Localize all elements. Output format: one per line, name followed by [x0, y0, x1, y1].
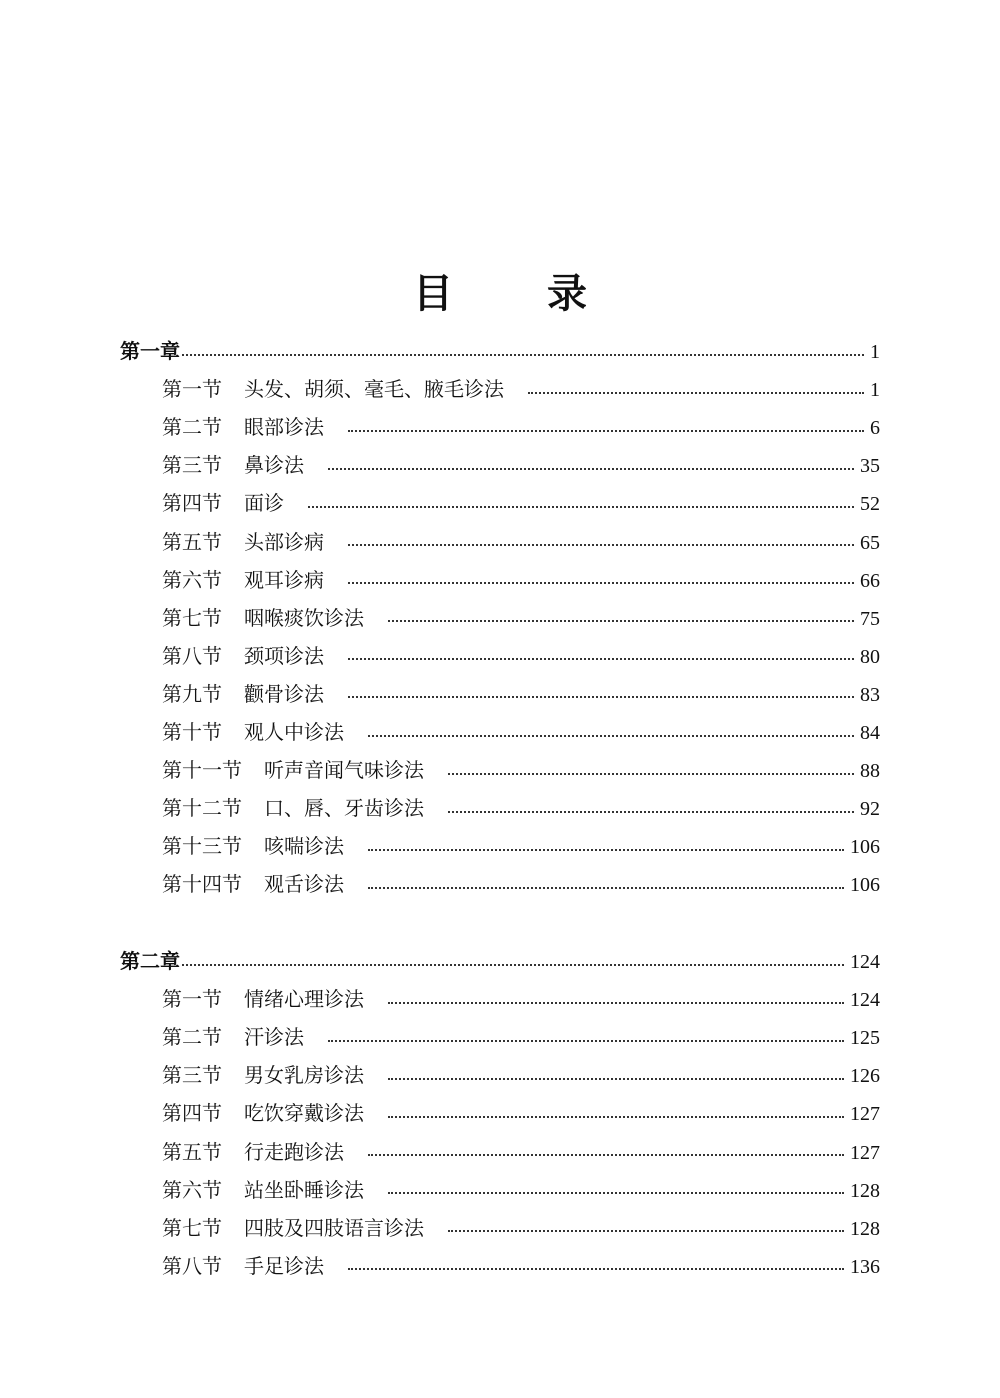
section-title: 男女乳房诊法: [244, 1063, 364, 1088]
section-title: 四肢及四肢语言诊法: [244, 1215, 424, 1240]
dot-leader: [388, 1192, 844, 1194]
dot-leader: [348, 582, 854, 584]
toc-chapter-row: [120, 337, 880, 366]
toc-section-row: [162, 1138, 880, 1167]
section-number: 第六节: [162, 1177, 222, 1202]
section-title: 鼻诊法: [244, 453, 304, 478]
toc-section-row: [162, 1061, 880, 1090]
page-number: 52: [860, 493, 880, 516]
page-number: 126: [850, 1065, 880, 1088]
dot-leader: [368, 735, 854, 737]
section-number: 第二节: [162, 415, 222, 440]
dot-leader: [328, 468, 854, 470]
toc-section-row: [162, 718, 880, 747]
section-title: 面诊: [244, 491, 284, 516]
toc-chapter-row: [120, 947, 880, 976]
section-title: 头部诊病: [244, 529, 324, 554]
page-number: 128: [850, 1217, 880, 1240]
section-title: 行走跑诊法: [244, 1139, 344, 1164]
dot-leader: [348, 1268, 844, 1270]
dot-leader: [348, 658, 854, 660]
page-number: 1: [870, 379, 880, 402]
page-number: 83: [860, 683, 880, 706]
toc-section-row: [162, 528, 880, 557]
page-number: 35: [860, 455, 880, 478]
dot-leader: [328, 1040, 844, 1042]
toc-section-row: [162, 680, 880, 709]
section-title: 口、唇、牙齿诊法: [264, 796, 424, 821]
page-number: 84: [860, 722, 880, 744]
section-title: 眼部诊法: [244, 415, 324, 440]
toc-section-row: [162, 1252, 880, 1281]
section-number: 第十节: [162, 720, 222, 744]
page-number: 106: [850, 836, 880, 859]
section-number: 第七节: [162, 605, 222, 630]
dot-leader: [388, 1078, 844, 1080]
page-title: 目 录: [413, 270, 627, 317]
dot-leader: [368, 1154, 844, 1156]
page-number: 128: [850, 1179, 880, 1202]
page-number: 124: [850, 989, 880, 1012]
dot-leader: [448, 1230, 844, 1232]
section-title: 站坐卧睡诊法: [244, 1177, 364, 1202]
section-number: 第五节: [162, 529, 222, 554]
page-number: 127: [850, 1103, 880, 1126]
toc-section-row: [162, 566, 880, 595]
section-title: 头发、胡须、毫毛、腋毛诊法: [244, 377, 504, 402]
dot-leader: [368, 849, 844, 851]
toc-section-row: [162, 604, 880, 633]
toc-section-row: [162, 1099, 880, 1128]
section-number: 第三节: [162, 1063, 222, 1088]
page-number: 88: [860, 760, 880, 783]
page-number: 106: [850, 874, 880, 897]
page-number: 125: [850, 1027, 880, 1050]
section-number: 第四节: [162, 1101, 222, 1126]
section-number: 第六节: [162, 567, 222, 592]
section-title: 咳喘诊法: [264, 834, 344, 859]
toc-section-row: [162, 451, 880, 480]
dot-leader: [388, 1002, 844, 1004]
dot-leader: [388, 620, 854, 622]
dot-leader: [182, 354, 864, 356]
section-title: 观耳诊病: [244, 567, 324, 592]
toc-section-row: [162, 375, 880, 404]
section-number: 第九节: [162, 681, 222, 706]
section-title: 颈项诊法: [244, 643, 324, 668]
page-number: 124: [850, 951, 880, 973]
dot-leader: [388, 1116, 844, 1118]
section-number: 第一节: [162, 987, 222, 1012]
page-number: 66: [860, 569, 880, 592]
section-title: 吃饮穿戴诊法: [244, 1101, 364, 1126]
toc-section-row: [162, 794, 880, 823]
toc-section-row: [162, 489, 880, 518]
section-title: 颧骨诊法: [244, 681, 324, 706]
section-title: 情绪心理诊法: [244, 987, 364, 1012]
dot-leader: [448, 773, 854, 775]
chapter-label: 第二章: [120, 949, 180, 973]
page-number: 136: [850, 1255, 880, 1278]
section-number: 第七节: [162, 1215, 222, 1240]
section-number: 第四节: [162, 491, 222, 516]
toc-section-row: [162, 1176, 880, 1205]
page-number: 1: [870, 341, 880, 363]
toc-section-row: [162, 756, 880, 785]
section-number: 第十三节: [162, 834, 242, 859]
section-number: 第一节: [162, 377, 222, 402]
section-number: 第十二节: [162, 796, 242, 821]
section-number: 第五节: [162, 1139, 222, 1164]
section-number: 第八节: [162, 1253, 222, 1278]
toc-section-row: [162, 413, 880, 442]
section-number: 第十一节: [162, 758, 242, 783]
section-number: 第八节: [162, 643, 222, 668]
dot-leader: [448, 811, 854, 813]
section-title: 汗诊法: [244, 1025, 304, 1050]
dot-leader: [348, 430, 864, 432]
toc-section-row: [162, 870, 880, 899]
toc-section-row: [162, 832, 880, 861]
section-title: 手足诊法: [244, 1253, 324, 1278]
section-title: 咽喉痰饮诊法: [244, 605, 364, 630]
page-number: 80: [860, 645, 880, 668]
page-number: 92: [860, 798, 880, 821]
section-number: 第二节: [162, 1025, 222, 1050]
toc-section-row: [162, 1023, 880, 1052]
dot-leader: [368, 887, 844, 889]
page-number: 6: [870, 417, 880, 440]
section-number: 第三节: [162, 453, 222, 478]
section-title: 听声音闻气味诊法: [264, 758, 424, 783]
dot-leader: [308, 506, 854, 508]
section-title: 观人中诊法: [244, 720, 344, 744]
page-number: 65: [860, 531, 880, 554]
page-number: 75: [860, 607, 880, 630]
dot-leader: [348, 544, 854, 546]
section-number: 第十四节: [162, 872, 242, 897]
page-number: 127: [850, 1141, 880, 1164]
dot-leader: [182, 964, 844, 966]
chapter-label: 第一章: [120, 339, 180, 363]
toc-section-row: [162, 985, 880, 1014]
toc-section-row: [162, 1214, 880, 1243]
dot-leader: [348, 696, 854, 698]
toc-section-row: [162, 642, 880, 671]
section-title: 观舌诊法: [264, 872, 344, 897]
dot-leader: [528, 392, 864, 394]
